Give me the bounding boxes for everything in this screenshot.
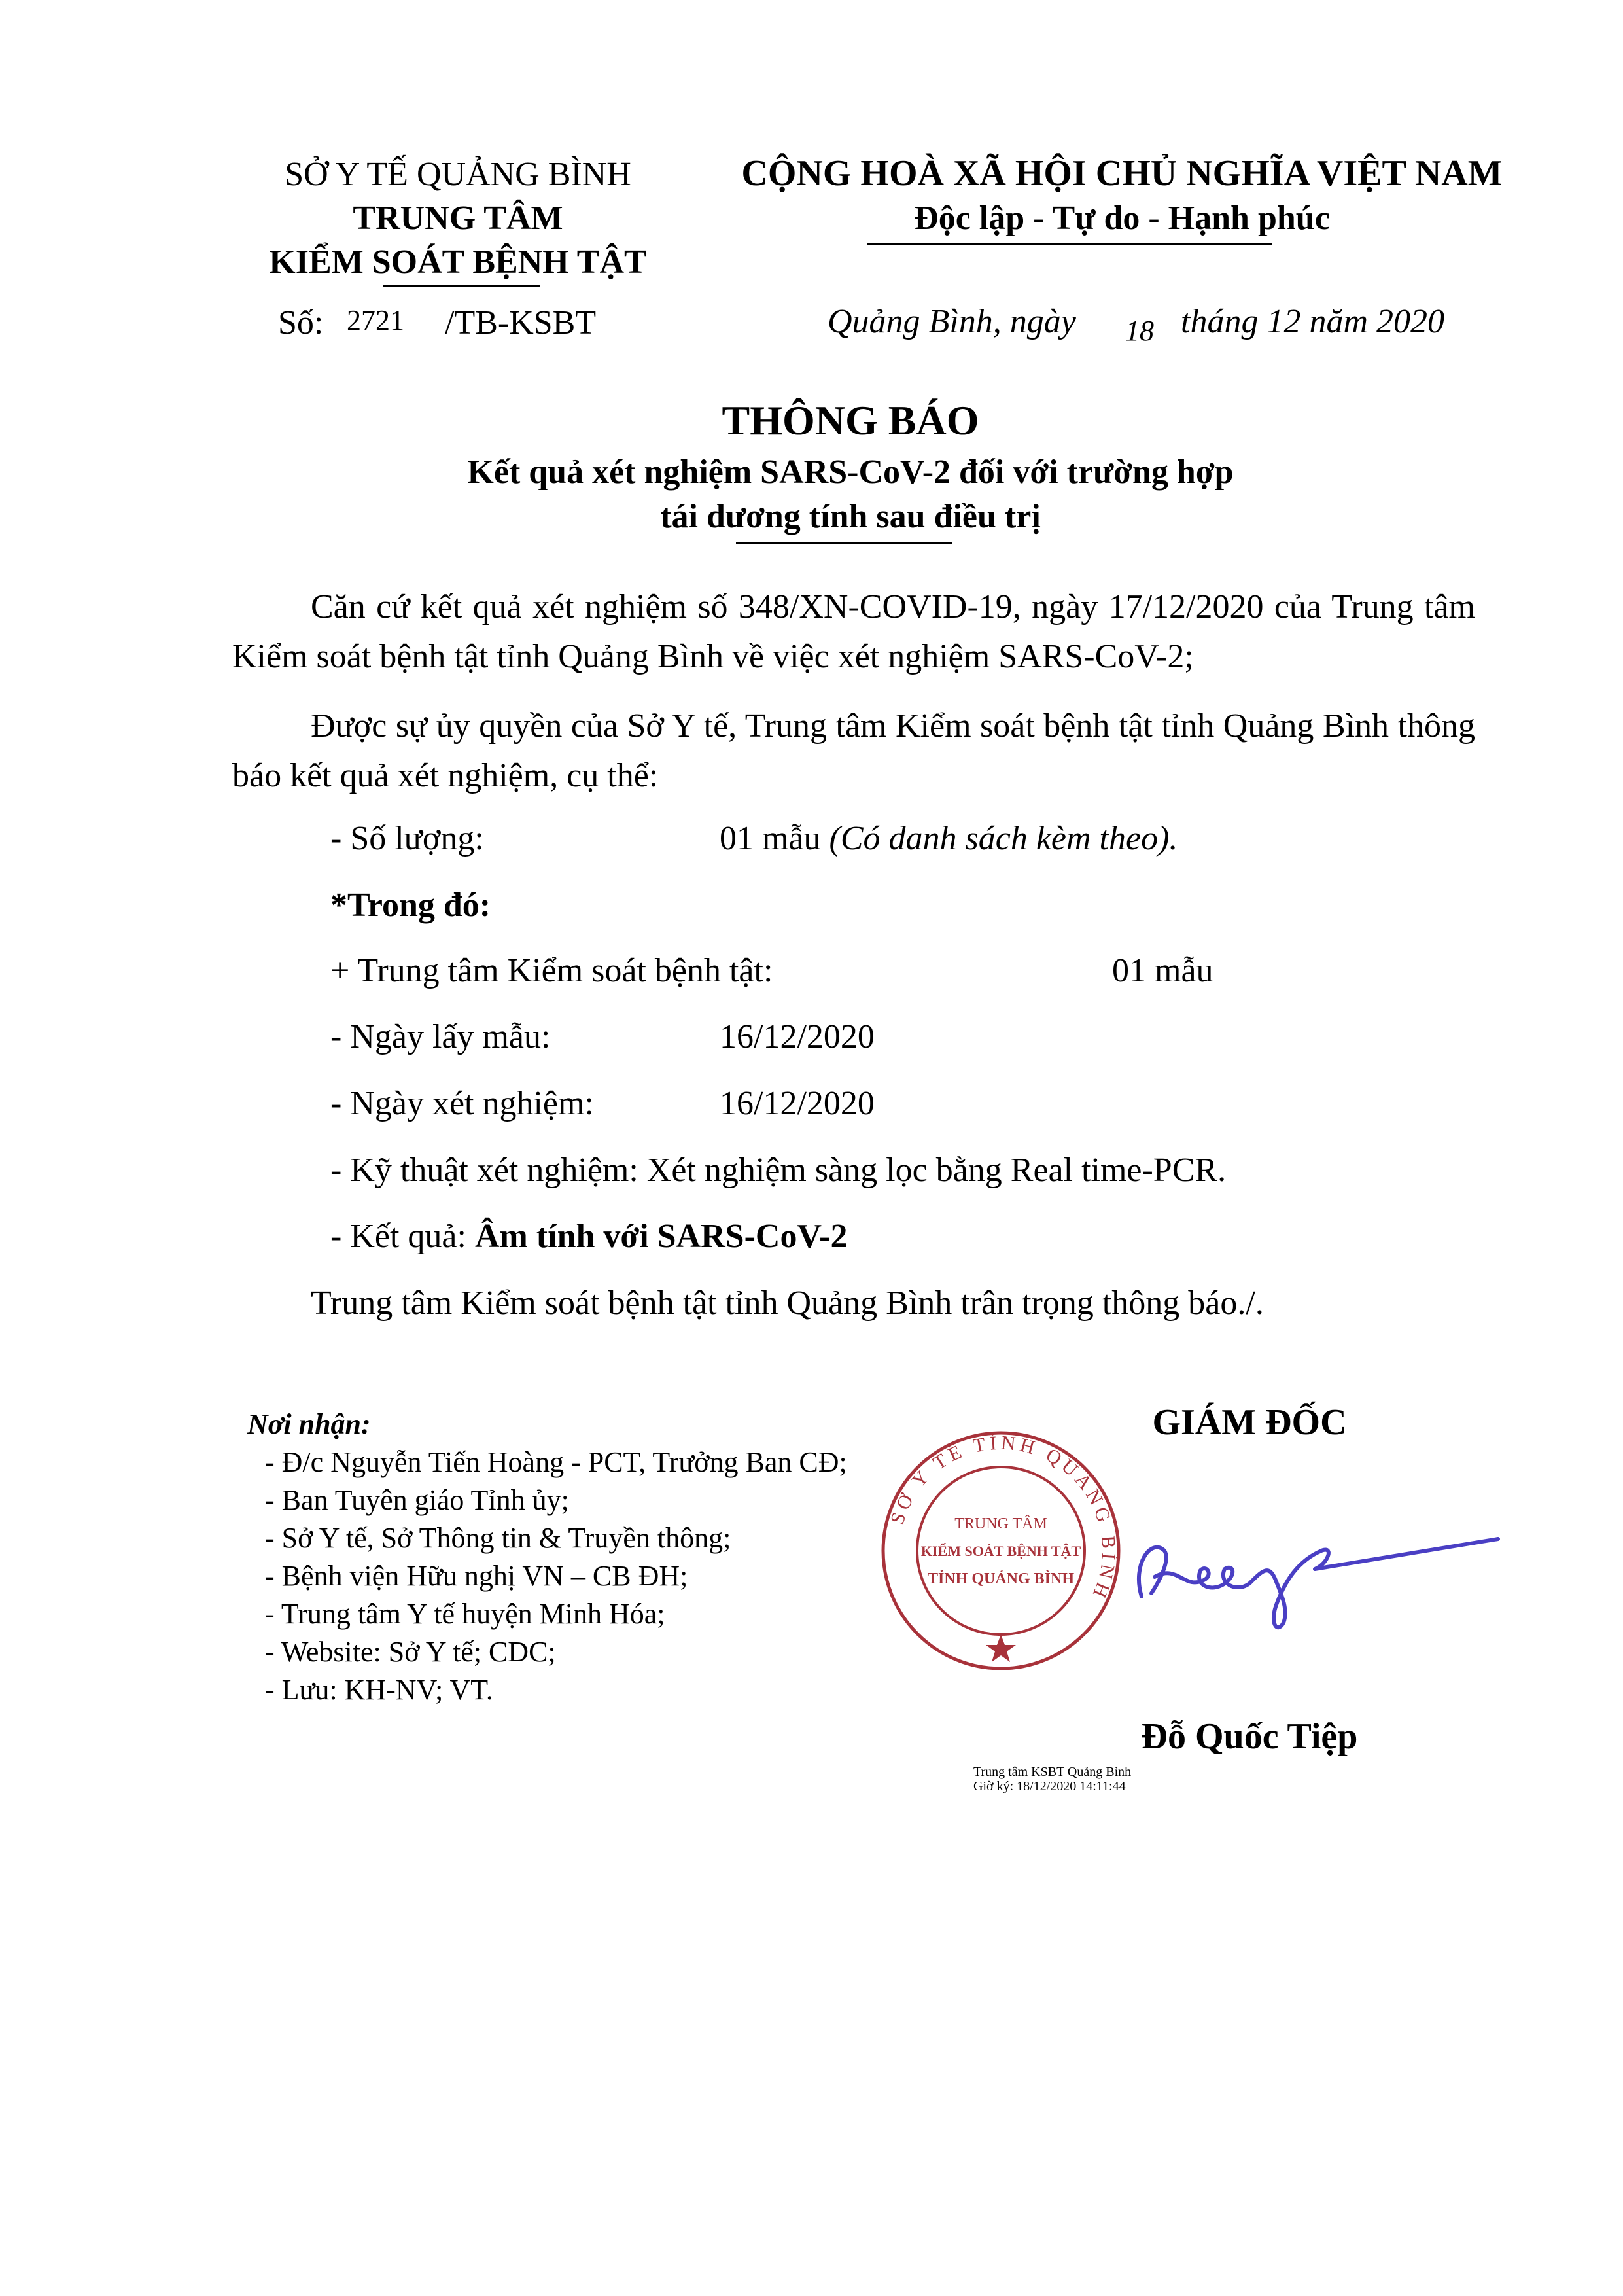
sample-date-label: - Ngày lấy mẫu: (330, 1018, 551, 1055)
test-technique: - Kỹ thuật xét nghiệm: Xét nghiệm sàng lọc bằng Real time-PCR. (330, 1152, 1227, 1189)
quantity-note: (Có danh sách kèm theo). (829, 820, 1178, 857)
document-subtitle-line2: tái dương tính sau điều trị (660, 498, 1041, 535)
quantity-value: 01 mẫu (720, 820, 821, 857)
quantity-value-line (720, 818, 1178, 860)
title-rule (736, 542, 952, 544)
test-date-value: 16/12/2020 (720, 1085, 875, 1122)
agency-name: SỞ Y TẾ QUẢNG BÌNH (285, 156, 631, 193)
quantity-label: - Số lượng: (330, 820, 484, 857)
center-count-value: 01 mẫu (1112, 952, 1213, 989)
recipient-item: - Website: Sở Y tế; CDC; (265, 1636, 556, 1668)
document-title: THÔNG BÁO (722, 397, 979, 444)
date-day: 18 (1125, 315, 1154, 347)
handwritten-signature (1073, 1525, 1544, 1636)
stamp-star-icon (986, 1634, 1016, 1662)
center-count-label: + Trung tâm Kiểm soát bệnh tật: (330, 952, 773, 989)
digital-signature-org: Trung tâm KSBT Quảng Bình (973, 1765, 1132, 1779)
stamp-center-line1: TRUNG TÂM (954, 1515, 1047, 1532)
document-number-prefix: Số: (278, 304, 324, 342)
date-suffix: tháng 12 năm 2020 (1181, 303, 1444, 340)
stamp-center-line2: KIỂM SOÁT BỆNH TẬT (920, 1543, 1081, 1559)
result-label: - Kết quả: (330, 1218, 466, 1255)
national-motto: Độc lập - Tự do - Hạnh phúc (914, 200, 1330, 237)
center-name-line2: KIỂM SOÁT BỆNH TẬT (269, 243, 647, 281)
recipient-item: - Sở Y tế, Sở Thông tin & Truyền thông; (265, 1522, 731, 1554)
result-value: Âm tính với SARS-CoV-2 (474, 1218, 848, 1255)
authorization-paragraph: Được sự ủy quyền của Sở Y tế, Trung tâm Kiểm soát bệnh tật tỉnh Quảng Bình thông báo kết quả xét nghiệm, cụ thể: (232, 707, 1475, 794)
document-number-value: 2721 (347, 304, 404, 336)
left-header-rule (383, 285, 540, 287)
stamp-center-line3: TỈNH QUẢNG BÌNH (927, 1570, 1075, 1587)
stamp-ring-text: SỞ Y TẾ TỈNH QUẢNG BÌNH (886, 1432, 1120, 1604)
recipient-item: - Lưu: KH-NV; VT. (265, 1674, 493, 1706)
digital-signature-time: Giờ ký: 18/12/2020 14:11:44 (973, 1779, 1126, 1793)
among-label: *Trong đó: (330, 887, 491, 924)
right-header-rule (867, 243, 1272, 245)
result-line (330, 1216, 847, 1258)
signer-name: Đỗ Quốc Tiệp (1141, 1716, 1358, 1757)
national-title: CỘNG HOÀ XÃ HỘI CHỦ NGHĨA VIỆT NAM (741, 153, 1503, 194)
date-prefix: Quảng Bình, ngày (828, 303, 1076, 340)
document-number-suffix: /TB-KSBT (445, 304, 597, 342)
document-subtitle-line1: Kết quả xét nghiệm SARS-CoV-2 đối với trường hợp (467, 453, 1234, 491)
signer-position: GIÁM ĐỐC (1152, 1402, 1347, 1443)
recipient-item: - Trung tâm Y tế huyện Minh Hóa; (265, 1598, 665, 1630)
recipient-item: - Đ/c Nguyễn Tiến Hoàng - PCT, Trưởng Ban CĐ; (265, 1446, 847, 1478)
closing-line: Trung tâm Kiểm soát bệnh tật tỉnh Quảng Bình trân trọng thông báo./. (311, 1284, 1264, 1322)
recipient-item: - Ban Tuyên giáo Tỉnh ủy; (265, 1484, 569, 1516)
sample-date-value: 16/12/2020 (720, 1018, 875, 1055)
signature-stroke (1139, 1539, 1498, 1627)
recipients-title: Nơi nhận: (247, 1408, 371, 1440)
test-date-label: - Ngày xét nghiệm: (330, 1085, 594, 1122)
recipient-item: - Bệnh viện Hữu nghị VN – CB ĐH; (265, 1560, 688, 1592)
basis-paragraph: Căn cứ kết quả xét nghiệm số 348/XN-COVID-19, ngày 17/12/2020 của Trung tâm Kiểm soát bệnh tật tỉnh Quảng Bình về việc xét nghiệm SARS-CoV-2; (232, 588, 1475, 675)
center-name-line1: TRUNG TÂM (353, 200, 563, 237)
